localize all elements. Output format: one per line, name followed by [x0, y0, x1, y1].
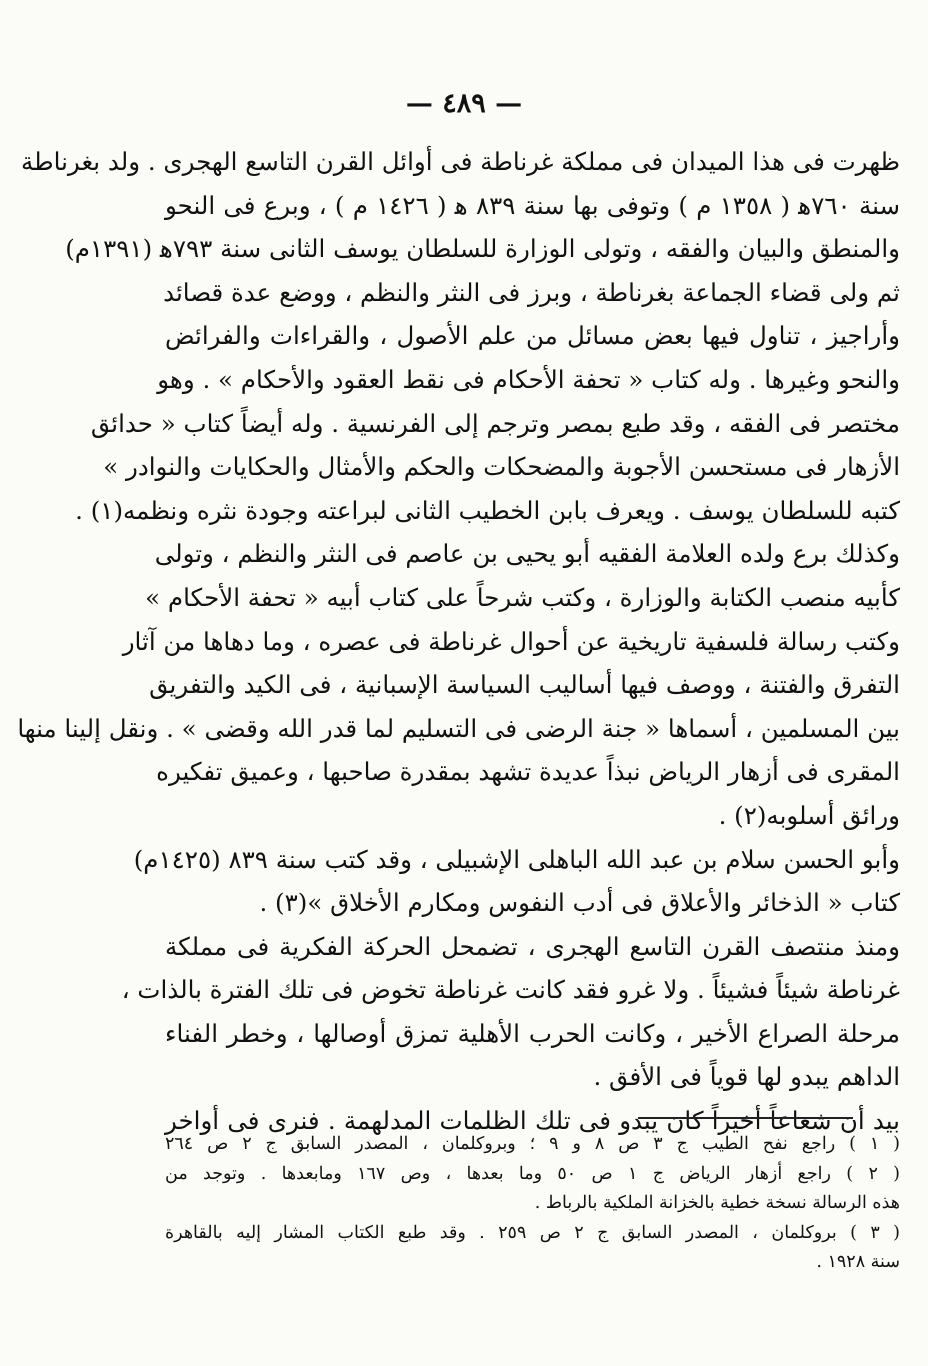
text-line: بين المسلمين ، أسماها « جنة الرضى فى التسليم لما قدر الله وقضى » . ونقل إلينا منها — [17, 713, 900, 743]
footnote-line: ( ٢ ) راجع أزهار الرياض ج ١ ص ٥٠ وما بعدها ، وص ١٦٧ ومابعدها . وتوجد من — [165, 1163, 901, 1184]
text-line: ثم ولى قضاء الجماعة بغرناطة ، وبرز فى النثر والنظم ، ووضع عدة قصائد — [163, 277, 900, 307]
footnotes — [165, 1130, 900, 1278]
text-line: الأزهار فى مستحسن الأجوبة والمضحكات والحكم والأمثال والحكايات والنوادر » — [103, 452, 900, 482]
text-line: غرناطة شيئاً فشيئاً . ولا غرو فقد كانت غرناطة تخوض فى تلك الفترة بالذات ، — [121, 975, 900, 1005]
text-line: سنة ٧٦٠ﻫ ( ١٣٥٨ م ) وتوفى بها سنة ٨٣٩ ﻫ ( ١٤٢٦ م ) ، وبرع فى النحو — [165, 190, 901, 220]
text-line: وأراجيز ، تناول فيها بعض مسائل من علم الأصول ، والقراءات والفرائض — [165, 321, 900, 351]
text-line: الداهم يبدو لها قوياً فى الأفق . — [593, 1062, 900, 1092]
text-line: ومنذ منتصف القرن التاسع الهجرى ، تضمحل الحركة الفكرية فى مملكة — [165, 931, 900, 961]
footnote-separator — [638, 1117, 853, 1119]
text-line: كتبه للسلطان يوسف . ويعرف بابن الخطيب الثانى لبراعته وجودة نثره ونظمه(١) . — [75, 495, 900, 525]
text-line: مرحلة الصراع الأخير ، وكانت الحرب الأهلية تمزق أوصالها ، وخطر الفناء — [165, 1018, 900, 1048]
footnote-line: سنة ١٩٢٨ . — [816, 1252, 900, 1273]
footnote-line: هذه الرسالة نسخة خطية بالخزانة الملكية بالرباط . — [534, 1193, 900, 1214]
text-line: وكذلك برع ولده العلامة الفقيه أبو يحيى بن عاصم فى النثر والنظم ، وتولى — [154, 539, 900, 569]
text-line: كأبيه منصب الكتابة والوزارة ، وكتب شرحاً على كتاب أبيه « تحفة الأحكام » — [145, 582, 900, 612]
text-line: وكتب رسالة فلسفية تاريخية عن أحوال غرناطة فى عصره ، وما دهاها من آثار — [122, 626, 900, 656]
text-line: ظهرت فى هذا الميدان فى مملكة غرناطة فى أوائل القرن التاسع الهجرى . ولد بغرناطة — [21, 147, 900, 176]
text-line: ورائق أسلوبه(٢) . — [718, 800, 900, 830]
text-line: والنحو وغيرها . وله كتاب « تحفة الأحكام فى نقط العقود والأحكام » . وهو — [157, 364, 900, 394]
text-line: وأبو الحسن سلام بن عبد الله الباهلى الإشبيلى ، وقد كتب سنة ٨٣٩ (١٤٢٥م) — [133, 844, 900, 874]
page-number: — ٤٨٩ — — [405, 88, 523, 119]
text-line: والمنطق والبيان والفقه ، وتولى الوزارة للسلطان يوسف الثانى سنة ٧٩٣ﻫ (١٣٩١م) — [65, 234, 900, 264]
text-line: كتاب « الذخائر والأعلاق فى أدب النفوس ومكارم الأخلاق »(٣) . — [259, 888, 900, 918]
footnote-line: ( ٣ ) بروكلمان ، المصدر السابق ج ٢ ص ٢٥٩ . وقد طبع الكتاب المشار إليه بالقاهرة — [165, 1222, 901, 1243]
footnote-line: ( ١ ) راجع نفح الطيب ج ٣ ص ٨ و ٩ ؛ وبروكلمان ، المصدر السابق ج ٢ ص ٢٦٤ — [165, 1134, 900, 1154]
text-line: بيد أن شعاعاً أخيراً كان يبدو فى تلك الظلمات المدلهمة . فنرى فى أواخر — [165, 1106, 900, 1136]
text-line: التفرق والفتنة ، ووصف فيها أساليب السياسة الإسبانية ، فى الكيد والتفريق — [149, 670, 900, 700]
text-line: مختصر فى الفقه ، وقد طبع بمصر وترجم إلى الفرنسية . وله أيضاً كتاب « حدائق — [90, 408, 900, 438]
text-line: المقرى فى أزهار الرياض نبذاً عديدة تشهد بمقدرة صاحبها ، وعميق تفكيره — [156, 757, 900, 787]
body-text — [17, 140, 901, 1143]
